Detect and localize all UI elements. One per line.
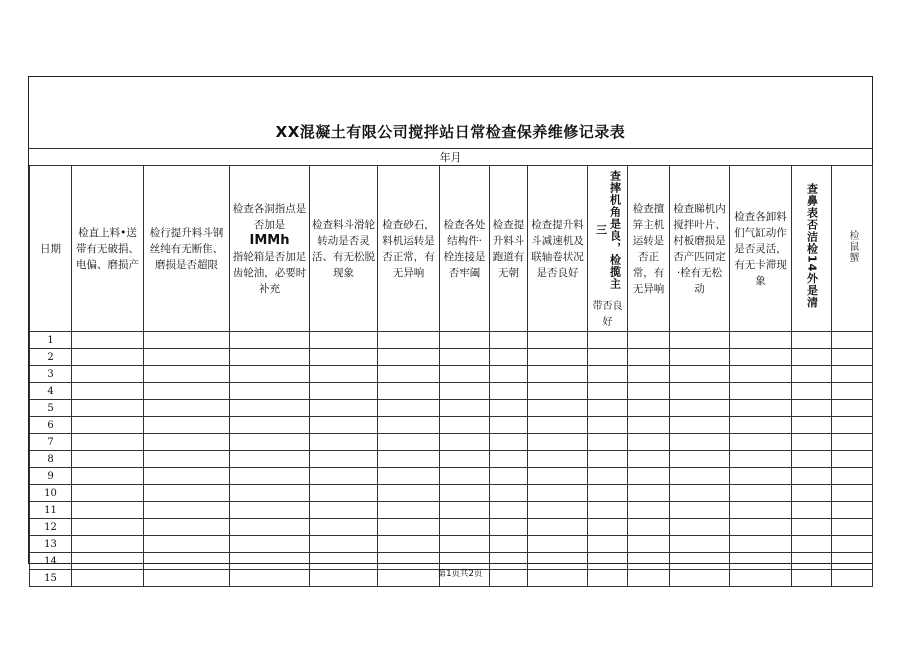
table-cell: [792, 468, 832, 485]
table-cell: [628, 417, 670, 434]
table-cell: [378, 417, 440, 434]
table-cell: [832, 417, 873, 434]
table-cell: [490, 349, 528, 366]
table-cell: [230, 349, 310, 366]
header-conveyor-belt: 检直上料•送带有无破捐、电偏、磨损产: [72, 166, 144, 332]
table-cell: [72, 536, 144, 553]
table-cell: [72, 485, 144, 502]
table-cell: [528, 332, 588, 349]
table-cell: [440, 366, 490, 383]
table-cell: [230, 332, 310, 349]
table-cell: [628, 468, 670, 485]
table-cell: [792, 485, 832, 502]
table-cell: [792, 383, 832, 400]
table-cell: [378, 383, 440, 400]
table-cell: [230, 468, 310, 485]
table-cell: [730, 349, 792, 366]
header-hoist-wire-rope: 检行提升料斗钢丝纯有无断隹、磨损是否超限: [144, 166, 230, 332]
row-number: 14: [30, 553, 72, 570]
table-cell: [230, 383, 310, 400]
table-cell: [310, 400, 378, 417]
table-row: [30, 366, 873, 383]
table-cell: [730, 468, 792, 485]
row-number: 12: [30, 519, 72, 536]
table-cell: [528, 451, 588, 468]
table-cell: [378, 332, 440, 349]
table-cell: [72, 332, 144, 349]
table-cell: [832, 332, 873, 349]
table-cell: [792, 536, 832, 553]
table-cell: [440, 400, 490, 417]
row-number: 13: [30, 536, 72, 553]
table-cell: [230, 451, 310, 468]
table-cell: [440, 332, 490, 349]
table-cell: [230, 366, 310, 383]
table-cell: [730, 366, 792, 383]
table-cell: [792, 400, 832, 417]
table-cell: [628, 485, 670, 502]
table-cell: [490, 434, 528, 451]
table-cell: [490, 485, 528, 502]
table-cell: [72, 519, 144, 536]
table-cell: [588, 400, 628, 417]
table-cell: [792, 417, 832, 434]
table-cell: [378, 366, 440, 383]
table-cell: [528, 519, 588, 536]
table-cell: [628, 451, 670, 468]
table-row: [30, 519, 873, 536]
row-number: 8: [30, 451, 72, 468]
table-row: [30, 485, 873, 502]
table-cell: [230, 485, 310, 502]
table-cell: [378, 485, 440, 502]
table-cell: [310, 383, 378, 400]
header-main-mixer-operation: 检查擅笄主机运转是否正常，有无异响: [628, 166, 670, 332]
table-cell: [440, 536, 490, 553]
table-cell: [832, 451, 873, 468]
table-cell: [792, 332, 832, 349]
table-cell: [144, 468, 230, 485]
table-cell: [310, 366, 378, 383]
table-cell: [792, 519, 832, 536]
table-cell: [310, 468, 378, 485]
page-footer: 第1页共2页: [437, 569, 483, 579]
table-cell: [730, 417, 792, 434]
table-cell: [832, 349, 873, 366]
table-row: [30, 332, 873, 349]
document-title: XX混凝土有限公司搅拌站日常检查保养维修记录表: [275, 123, 626, 141]
table-row: [30, 451, 873, 468]
table-cell: [628, 536, 670, 553]
table-cell: [670, 519, 730, 536]
table-cell: [440, 417, 490, 434]
row-number: 1: [30, 332, 72, 349]
row-number: 3: [30, 366, 72, 383]
table-cell: [832, 383, 873, 400]
table-cell: [730, 434, 792, 451]
header-hopper-pulley: 检查料斗滑轮转动是否灵活、有无松脱现象: [310, 166, 378, 332]
row-number: 10: [30, 485, 72, 502]
table-cell: [144, 417, 230, 434]
table-cell: [230, 417, 310, 434]
table-cell: [72, 468, 144, 485]
table-cell: [832, 366, 873, 383]
table-cell: [144, 536, 230, 553]
table-cell: [72, 366, 144, 383]
header-inspector: 检鼠蟹: [832, 166, 873, 332]
table-cell: [72, 451, 144, 468]
table-cell: [528, 366, 588, 383]
table-row: [30, 417, 873, 434]
table-cell: [588, 451, 628, 468]
table-cell: [670, 434, 730, 451]
table-cell: [628, 502, 670, 519]
row-number: 4: [30, 383, 72, 400]
table-row: [30, 536, 873, 553]
header-mixer-blades-liners: 检查睇机内搅拌叶片、村板磨损是否产匹同定·栓有无松动: [670, 166, 730, 332]
table-cell: [730, 383, 792, 400]
table-cell: [792, 502, 832, 519]
header-bolt-connections: 检查各处结构件·栓连接是否牢阖: [440, 166, 490, 332]
table-cell: [490, 366, 528, 383]
table-cell: [230, 400, 310, 417]
table-cell: [310, 451, 378, 468]
table-cell: [588, 349, 628, 366]
table-cell: [144, 400, 230, 417]
table-cell: [310, 502, 378, 519]
table-cell: [670, 502, 730, 519]
table-cell: [490, 502, 528, 519]
table-cell: [588, 468, 628, 485]
table-cell: [490, 417, 528, 434]
table-cell: [792, 366, 832, 383]
table-cell: [378, 468, 440, 485]
table-cell: [72, 383, 144, 400]
table-cell: [490, 451, 528, 468]
table-cell: [528, 468, 588, 485]
table-cell: [528, 536, 588, 553]
table-cell: [730, 451, 792, 468]
record-table: [29, 165, 873, 587]
table-cell: [310, 332, 378, 349]
table-cell: [832, 536, 873, 553]
table-cell: [628, 366, 670, 383]
table-cell: [628, 383, 670, 400]
header-reducer-coupling: 检查提升料斗减速机及联轴卷状况是否良好: [528, 166, 588, 332]
table-cell: [628, 332, 670, 349]
table-cell: [72, 434, 144, 451]
table-cell: [528, 434, 588, 451]
table-cell: [310, 519, 378, 536]
header-mixer-belt: 查摔机角是良，检揽主三 带否良好: [588, 166, 628, 332]
table-cell: [144, 519, 230, 536]
table-row: [30, 400, 873, 417]
table-cell: [440, 451, 490, 468]
table-cell: [144, 383, 230, 400]
table-cell: [310, 485, 378, 502]
table-cell: [378, 349, 440, 366]
table-cell: [628, 434, 670, 451]
header-row: [30, 166, 873, 332]
table-cell: [528, 349, 588, 366]
table-cell: [310, 536, 378, 553]
header-hopper-track: 检查提升料斗跑道有无朝: [490, 166, 528, 332]
table-cell: [490, 383, 528, 400]
table-cell: [528, 502, 588, 519]
table-row: [30, 468, 873, 485]
table-cell: [670, 536, 730, 553]
table-cell: [588, 502, 628, 519]
table-cell: [144, 451, 230, 468]
row-number: 2: [30, 349, 72, 366]
table-cell: [832, 400, 873, 417]
table-cell: [310, 434, 378, 451]
row-number: 7: [30, 434, 72, 451]
header-lubrication-points: 检查各洞指点是否加是 IMMh 指轮箱是否加足齿轮油，必要时补充: [230, 166, 310, 332]
table-cell: [72, 349, 144, 366]
table-cell: [588, 332, 628, 349]
table-cell: [378, 434, 440, 451]
table-cell: [378, 502, 440, 519]
header-date: 日期: [30, 166, 72, 332]
table-cell: [832, 502, 873, 519]
table-cell: [490, 400, 528, 417]
table-cell: [230, 519, 310, 536]
table-cell: [628, 400, 670, 417]
table-cell: [730, 332, 792, 349]
header-instrument-cleanliness: 查鼻表否洁检14外是清: [792, 166, 832, 332]
table-cell: [792, 451, 832, 468]
row-number: 9: [30, 468, 72, 485]
table-cell: [670, 451, 730, 468]
table-cell: [144, 434, 230, 451]
table-cell: [144, 485, 230, 502]
table-row: [30, 434, 873, 451]
table-cell: [310, 417, 378, 434]
table-cell: [588, 536, 628, 553]
row-number: 15: [30, 570, 72, 587]
table-cell: [832, 485, 873, 502]
table-cell: [440, 383, 490, 400]
table-cell: [440, 485, 490, 502]
table-cell: [528, 383, 588, 400]
table-cell: [832, 434, 873, 451]
table-cell: [440, 502, 490, 519]
table-cell: [670, 349, 730, 366]
table-cell: [588, 366, 628, 383]
table-cell: [628, 349, 670, 366]
table-cell: [440, 349, 490, 366]
table-cell: [670, 468, 730, 485]
table-cell: [670, 485, 730, 502]
table-cell: [730, 519, 792, 536]
row-number: 5: [30, 400, 72, 417]
table-cell: [490, 332, 528, 349]
row-number: 6: [30, 417, 72, 434]
table-cell: [230, 536, 310, 553]
table-cell: [490, 519, 528, 536]
table-cell: [832, 468, 873, 485]
table-cell: [588, 383, 628, 400]
table-cell: [670, 417, 730, 434]
table-cell: [588, 485, 628, 502]
table-cell: [528, 485, 588, 502]
table-cell: [72, 417, 144, 434]
table-cell: [588, 519, 628, 536]
table-row: [30, 383, 873, 400]
table-cell: [144, 332, 230, 349]
table-cell: [378, 519, 440, 536]
table-cell: [730, 485, 792, 502]
table-cell: [440, 519, 490, 536]
table-cell: [528, 417, 588, 434]
table-cell: [490, 536, 528, 553]
table-cell: [378, 400, 440, 417]
table-cell: [230, 502, 310, 519]
table-cell: [792, 349, 832, 366]
table-cell: [440, 434, 490, 451]
header-discharge-cylinders: 检查各卸料们气缸动作是否灵活，有无卡滞现象: [730, 166, 792, 332]
table-cell: [730, 502, 792, 519]
table-cell: [832, 519, 873, 536]
table-cell: [144, 366, 230, 383]
table-cell: [440, 468, 490, 485]
table-cell: [72, 400, 144, 417]
table-cell: [628, 519, 670, 536]
table-cell: [730, 536, 792, 553]
table-cell: [588, 434, 628, 451]
table-cell: [792, 434, 832, 451]
table-row: [30, 502, 873, 519]
table-cell: [490, 468, 528, 485]
year-month-label: 年月: [439, 151, 462, 164]
header-aggregate-machine: 检查砂石，料机运转是否正常，有无异响: [378, 166, 440, 332]
table-cell: [730, 400, 792, 417]
table-cell: [670, 383, 730, 400]
table-cell: [670, 366, 730, 383]
table-cell: [230, 434, 310, 451]
table-cell: [588, 417, 628, 434]
table-cell: [144, 502, 230, 519]
table-cell: [670, 400, 730, 417]
table-cell: [528, 400, 588, 417]
table-row: [30, 349, 873, 366]
table-cell: [144, 349, 230, 366]
row-number: 11: [30, 502, 72, 519]
table-cell: [310, 349, 378, 366]
table-cell: [72, 502, 144, 519]
table-cell: [378, 451, 440, 468]
table-cell: [670, 332, 730, 349]
table-cell: [378, 536, 440, 553]
